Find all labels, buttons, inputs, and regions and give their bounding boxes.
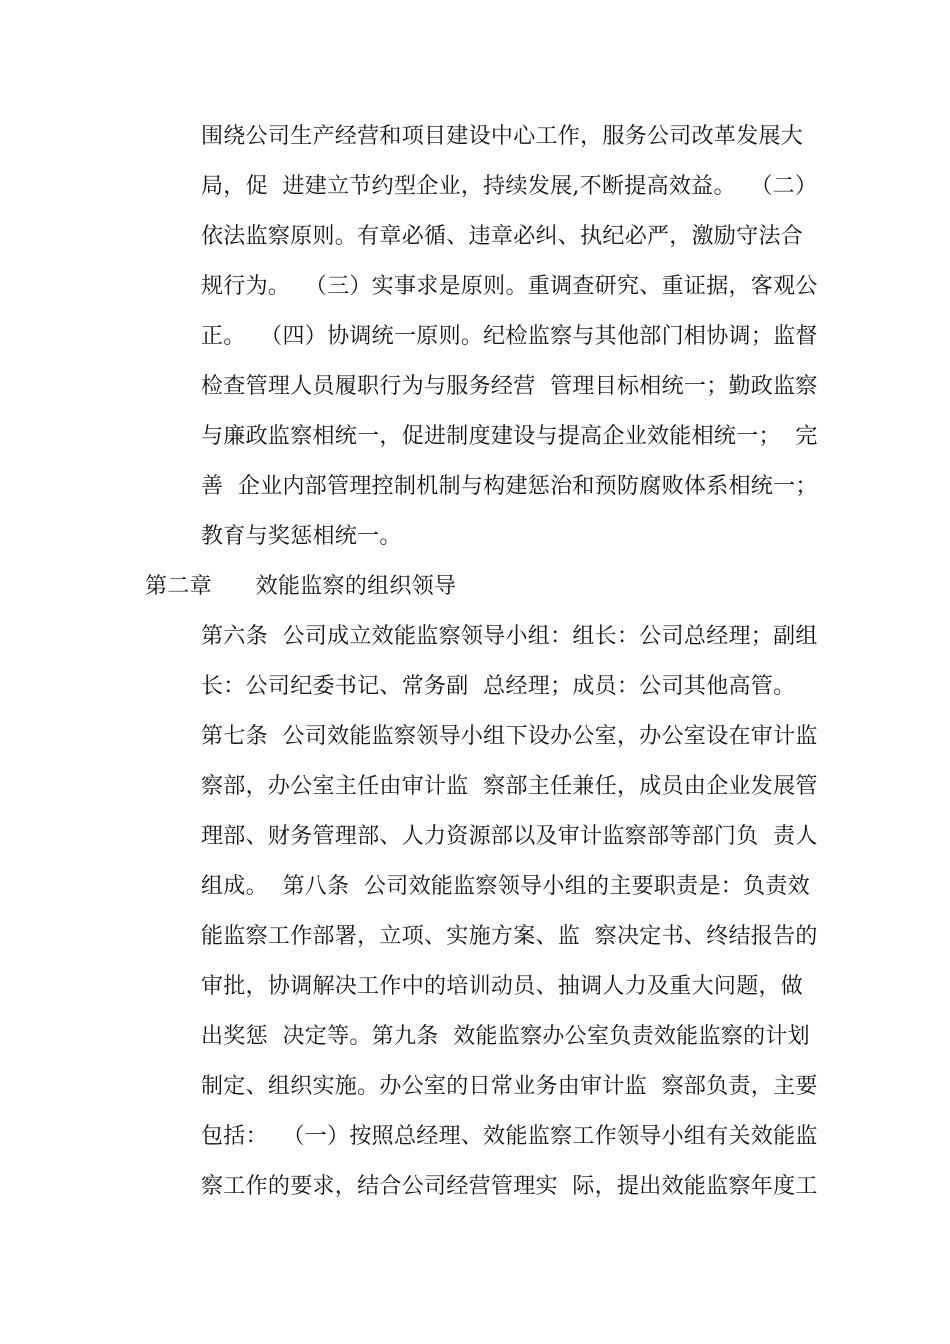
text-line: 第七条 公司效能监察领导小组下设办公室，办公室设在审计监 [201,724,818,749]
text-line: 制定、组织实施。办公室的日常业务由审计监 察部负责，主要 [201,1074,818,1099]
text-line: 正。 （四）协调统一原则。纪检监察与其他部门相协调；监督 [201,324,818,349]
text-line: 察工作的要求，结合公司经营管理实 际，提出效能监察年度工 [201,1174,818,1199]
text-line: 围绕公司生产经营和项目建设中心工作，服务公司改革发展大 [201,124,804,149]
text-line: 教育与奖惩相统一。 [201,524,402,549]
text-line: 局，促 进建立节约型企业，持续发展,不断提高效益。 （二） [201,174,818,199]
text-line: 能监察工作部署，立项、实施方案、监 察决定书、终结报告的 [201,924,818,949]
text-line: 第六条 公司成立效能监察领导小组：组长：公司总经理；副组 [201,624,818,649]
text-line: 检查管理人员履职行为与服务经营 管理目标相统一；勤政监察 [201,374,818,399]
text-line: 出奖惩 决定等。第九条 效能监察办公室负责效能监察的计划 [201,1024,810,1049]
text-line: 与廉政监察相统一，促进制度建设与提高企业效能相统一； 完 [201,424,818,449]
text-line: 依法监察原则。有章必循、违章必纠、执纪必严，激励守法合 [201,224,804,249]
text-line: 包括： （一）按照总经理、效能监察工作领导小组有关效能监 [201,1124,818,1149]
text-line: 审批，协调解决工作中的培训动员、抽调人力及重大问题，做 [201,974,804,999]
text-line: 规行为。 （三）实事求是原则。重调查研究、重证据，客观公 [201,274,818,299]
text-line: 善 企业内部管理控制机制与构建惩治和预防腐败体系相统一； [201,474,818,499]
chapter-heading: 第二章 效能监察的组织领导 [145,574,457,599]
text-line: 理部、财务管理部、人力资源部以及审计监察部等部门负 责人 [201,824,818,849]
text-line: 察部，办公室主任由审计监 察部主任兼任，成员由企业发展管 [201,774,818,799]
text-line: 组成。 第八条 公司效能监察领导小组的主要职责是：负责效 [201,874,810,899]
text-line: 长：公司纪委书记、常务副 总经理；成员：公司其他高管。 [201,674,796,699]
